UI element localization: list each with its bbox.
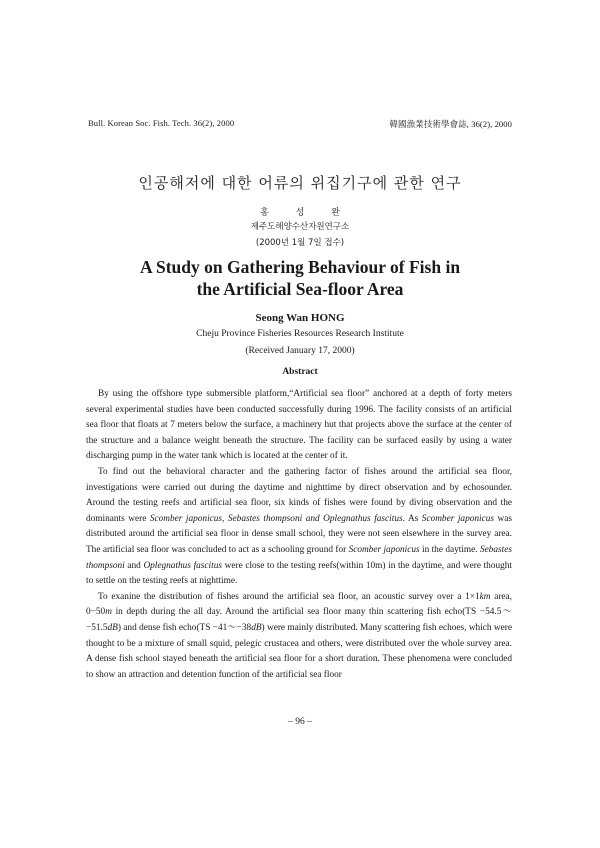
abstract-paragraph-1: By using the offshore type submersible platform,“Artificial sea floor” anchored at a depth of forty meters several experimental studies have been conducted successfully during 1996. The facility consists of an artificial sea floor that floats at 7 meters below the surface, a machinery hut that projects above the surface at the center of the structure and a balance weight beneath the structure. The facility can be surfaced easily by using a water discharging pump in the water tank which is located at the center of it.: [86, 389, 512, 462]
english-title: [0, 256, 600, 300]
english-received-date: (Received January 17, 2000): [245, 346, 355, 356]
english-author: Seong Wan HONG: [255, 312, 345, 324]
english-title-line-2: the Artificial Sea-floor Area: [196, 279, 404, 299]
abstract-paragraph-3: To exanine the distribution of fishes around the artificial sea floor, an acoustic survey over a 1×1km area, 0−50m in depth during the all day. Around the artificial sea floor many thin scattering fish echo(TS −54.5～−51.5dB) and dense fish echo(TS −41～−38dB) were mainly distributed. Many scattering fish echoes, which were thought to be a mixture of small squid, pelegic crustacea and others, were distributed over the whole survey area. A dense fish school stayed beneath the artificial sea floor for a short duration. These phenomena were concluded to show an attraction and detention function of the artificial sea floor: [86, 591, 512, 680]
journal-citation-english: Bull. Korean Soc. Fish. Tech. 36(2), 2000: [88, 118, 235, 128]
abstract-body: [86, 387, 512, 683]
english-affiliation: Cheju Province Fisheries Resources Research Institute: [196, 329, 404, 339]
page-number: – 96 –: [288, 717, 312, 727]
korean-title: 인공해저에 대한 어류의 위집기구에 관한 연구: [138, 174, 462, 192]
abstract-heading: Abstract: [282, 367, 318, 377]
korean-received-date: (2000년 1월 7일 접수): [255, 238, 345, 248]
korean-author: 홍 성 완: [260, 208, 340, 218]
korean-affiliation: 제주도해양수산자원연구소: [250, 222, 350, 232]
journal-citation-korean: 韓國漁業技術學會誌, 36(2), 2000: [389, 119, 512, 129]
english-title-line-1: A Study on Gathering Behaviour of Fish in: [139, 257, 461, 277]
abstract-paragraph-2: To find out the behavioral character and the gathering factor of fishes around the artificial sea floor, investigations were carried out during the daytime and nighttime by direct observation and by echosounder. Around the testing reefs and artificial sea floor, six kinds of fishes were found by diving observation and the dominants were Scomber japonicus, Sebastes thompsoni and Oplegnathus fascitus. As Scomber japonicus was distributed around the artificial sea floor in dense small school, they were not seen elsewhere in the survey area. The artificial sea floor was concluded to act as a schooling ground for Scomber japonicus in the daytime. Sebastes thompsoni and Oplegnathus fascitus were close to the testing reefs(within 10m) in the daytime, and were thought to settle on the testing reefs at nighttime.: [86, 466, 513, 587]
